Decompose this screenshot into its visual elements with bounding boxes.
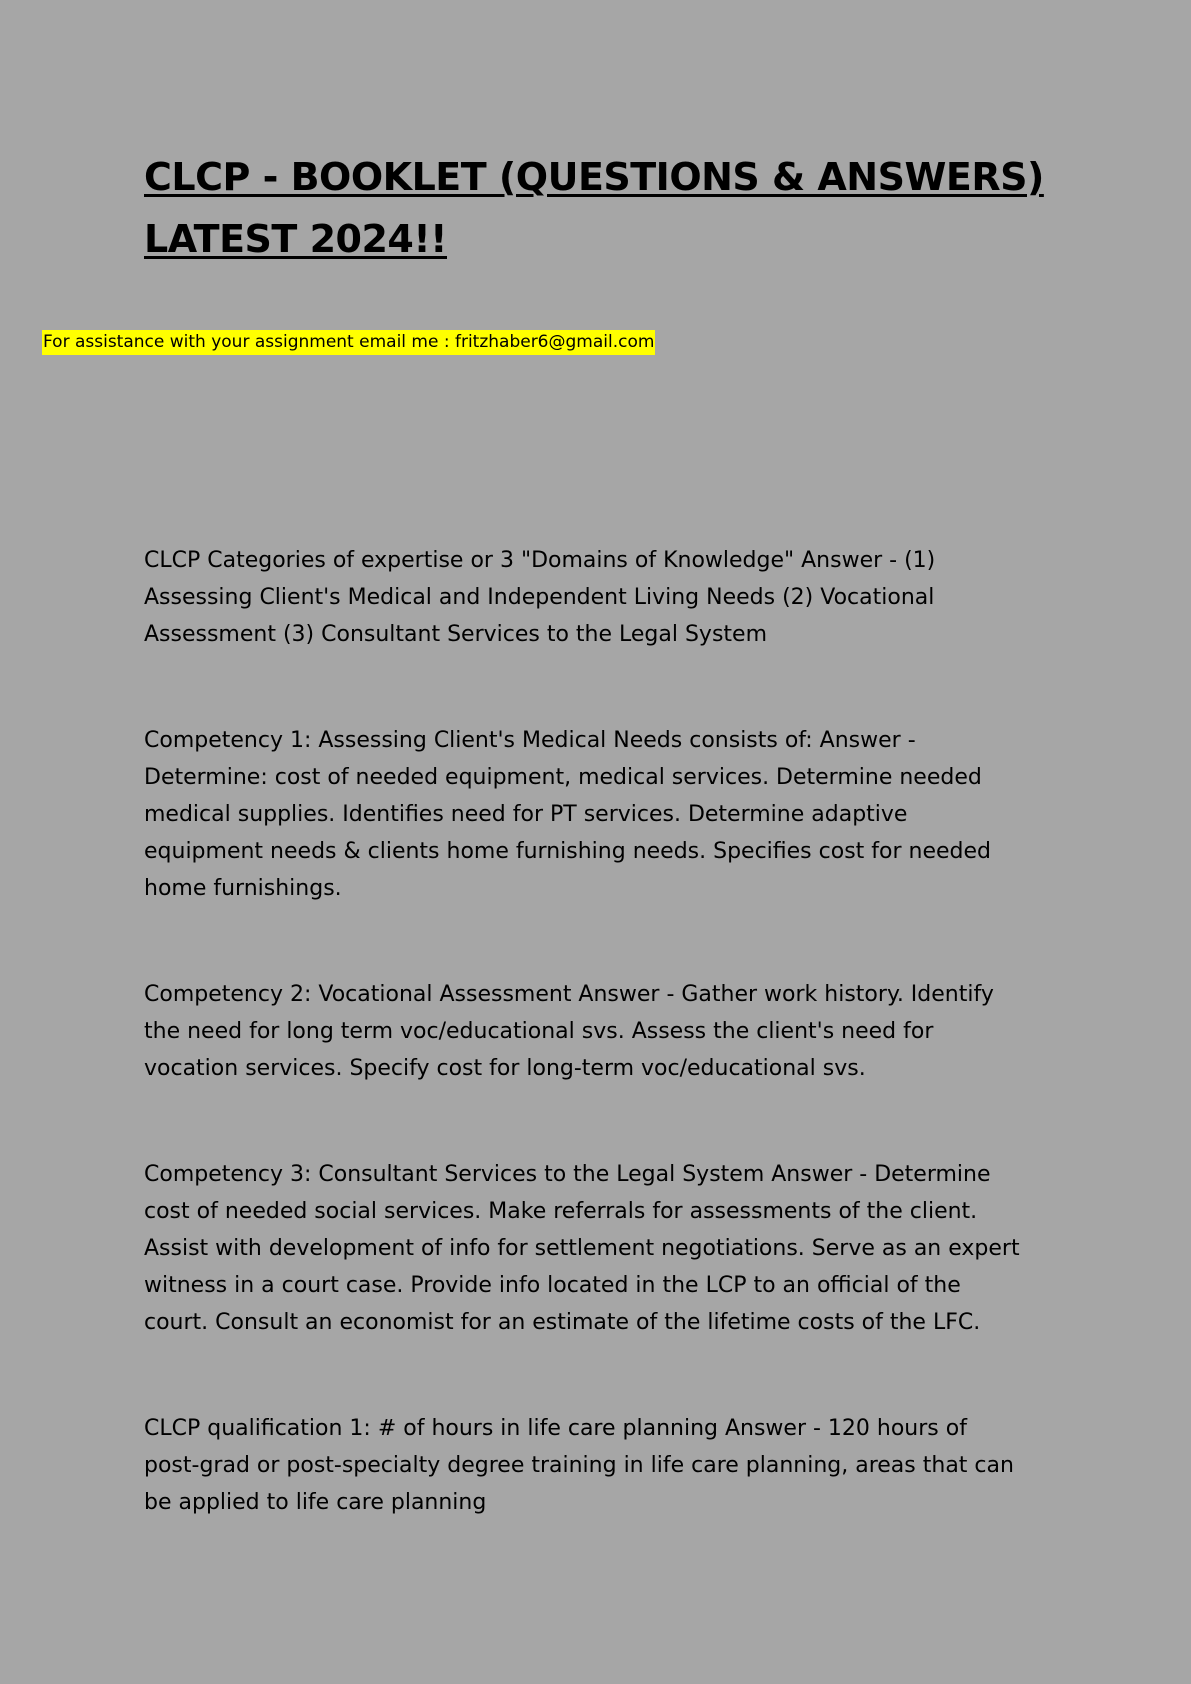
qa-line: CLCP Categories of expertise or 3 "Domains of Knowledge" Answer - (1)	[144, 548, 936, 573]
document-title	[144, 146, 1124, 270]
qa-item-qualification-1	[144, 1410, 1064, 1521]
qa-line: Competency 2: Vocational Assessment Answer - Gather work history. Identify	[144, 982, 994, 1007]
qa-line: be applied to life care planning	[144, 1490, 487, 1515]
contact-notice: For assistance with your assignment email me : fritzhaber6@gmail.com	[42, 330, 655, 355]
qa-line: vocation services. Specify cost for long-term voc/educational svs.	[144, 1056, 866, 1081]
qa-line: Assessment (3) Consultant Services to the Legal System	[144, 622, 768, 647]
qa-line: court. Consult an economist for an estimate of the lifetime costs of the LFC.	[144, 1310, 981, 1335]
qa-line: CLCP qualification 1: # of hours in life care planning Answer - 120 hours of	[144, 1416, 967, 1441]
qa-line: witness in a court case. Provide info located in the LCP to an official of the	[144, 1273, 961, 1298]
qa-line: Determine: cost of needed equipment, medical services. Determine needed	[144, 765, 982, 790]
qa-item-competency-1	[144, 722, 1064, 907]
qa-item-competency-3	[144, 1156, 1064, 1341]
qa-line: Competency 1: Assessing Client's Medical Needs consists of: Answer -	[144, 728, 916, 753]
qa-line: cost of needed social services. Make referrals for assessments of the client.	[144, 1199, 978, 1224]
title-line: LATEST 2024!!	[144, 217, 447, 261]
qa-item-competency-2	[144, 976, 1064, 1087]
title-line: CLCP - BOOKLET (QUESTIONS & ANSWERS)	[144, 155, 1044, 199]
qa-line: post-grad or post-specialty degree training in life care planning, areas that can	[144, 1453, 1014, 1478]
qa-line: Competency 3: Consultant Services to the Legal System Answer - Determine	[144, 1162, 991, 1187]
qa-line: medical supplies. Identifies need for PT services. Determine adaptive	[144, 802, 908, 827]
qa-line: home furnishings.	[144, 876, 342, 901]
qa-line: equipment needs & clients home furnishing needs. Specifies cost for needed	[144, 839, 991, 864]
qa-line: Assessing Client's Medical and Independent Living Needs (2) Vocational	[144, 585, 935, 610]
qa-line: the need for long term voc/educational svs. Assess the client's need for	[144, 1019, 934, 1044]
qa-item-domains	[144, 542, 1064, 653]
qa-line: Assist with development of info for settlement negotiations. Serve as an expert	[144, 1236, 1020, 1261]
qa-list	[144, 542, 1064, 1590]
